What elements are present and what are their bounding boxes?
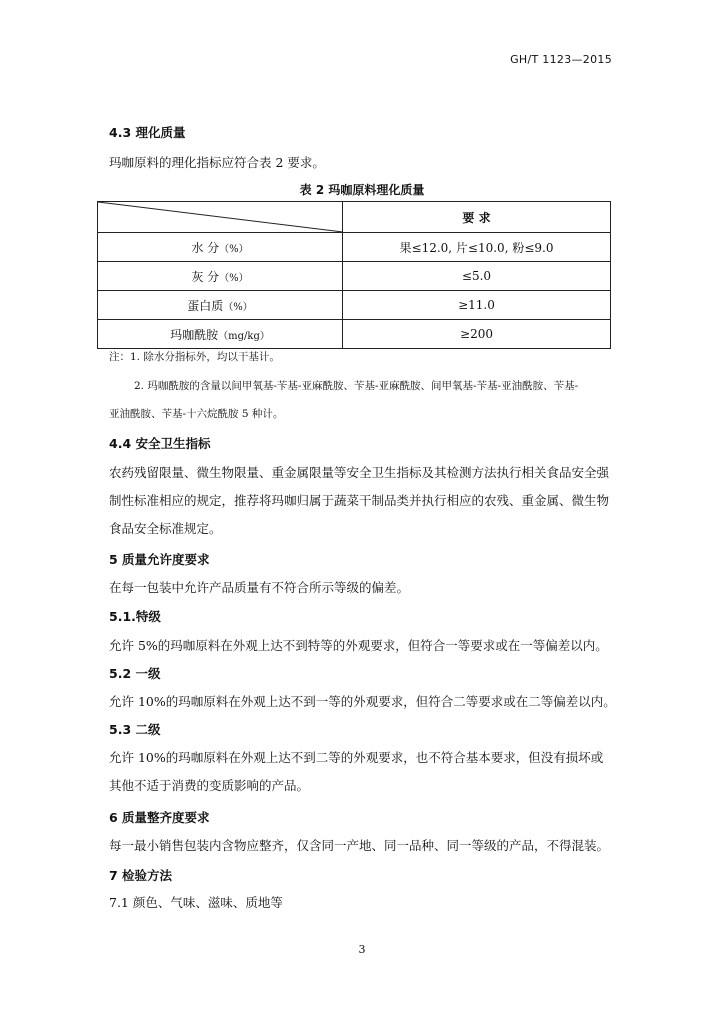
section-5-3-line: 其他不适于消费的变质影响的产品。: [109, 778, 310, 793]
table-cell-value: ≤5.0: [343, 262, 611, 291]
section-5-1-paragraph: 允许 5%的玛咖原料在外观上达不到特等的外观要求，但符合一等要求或在一等偏差以内。: [109, 638, 608, 653]
section-6-heading: 6 质量整齐度要求: [109, 810, 210, 825]
section-4-4-line: 农药残留限量、微生物限量、重金属限量等安全卫生指标及其检测方法执行相关食品安全强: [109, 465, 610, 480]
table-note-1: 注：1. 除水分指标外，均以干基计。: [109, 351, 280, 363]
section-6-paragraph: 每一最小销售包装内含物应整齐，仅含同一产地、同一品种、同一等级的产品，不得混装。: [109, 838, 610, 853]
table-note-2: 2. 玛咖酰胺的含量以间甲氧基-苄基-亚麻酰胺、苄基-亚麻酰胺、间甲氧基-苄基-亚油酰胺、苄基-: [134, 380, 579, 392]
table-row: [98, 291, 611, 320]
table-row: [98, 320, 611, 349]
item-unit: （%）: [219, 243, 249, 255]
item-name: 玛咖酰胺: [170, 327, 219, 342]
section-4-4-heading: 4.4 安全卫生指标: [109, 436, 211, 451]
section-5-paragraph: 在每一包装中允许产品质量有不符合所示等级的偏差。: [109, 580, 410, 595]
table-cell-value: ≥11.0: [343, 291, 611, 320]
section-7-heading: 7 检验方法: [109, 868, 173, 883]
item-name: 水 分: [191, 240, 220, 255]
table-2-caption: 表 2 玛咖原料理化质量: [299, 183, 425, 197]
table-cell-item: [98, 262, 343, 291]
section-5-3-line: 允许 10%的玛咖原料在外观上达不到二等的外观要求，也不符合基本要求，但没有损坏或: [109, 750, 604, 765]
item-name: 蛋白质: [187, 298, 224, 313]
item-unit: （mg/kg）: [218, 330, 270, 342]
table-note-3: 亚油酰胺、苄基-十六烷酰胺 5 种计。: [109, 408, 284, 420]
table-cell-value: ≥200: [343, 320, 611, 349]
table-row: [98, 233, 611, 262]
table-cell-value: 果≤12.0, 片≤10.0, 粉≤9.0: [343, 233, 611, 262]
section-7-1-line: 7.1 颜色、气味、滋味、质地等: [109, 895, 283, 910]
section-4-3-paragraph: 玛咖原料的理化指标应符合表 2 要求。: [109, 155, 325, 170]
table-cell-item: [98, 233, 343, 262]
table-cell-item: [98, 291, 343, 320]
item-name: 灰 分: [191, 269, 220, 284]
table-header-requirement: 要 求: [343, 202, 611, 233]
section-5-3-heading: 5.3 二级: [109, 722, 161, 737]
item-unit: （%）: [223, 301, 253, 313]
section-5-2-heading: 5.2 一级: [109, 666, 161, 681]
table-row: [98, 262, 611, 291]
item-unit: （%）: [219, 272, 249, 284]
table-diagonal-cell: [98, 202, 343, 233]
section-5-2-paragraph: 允许 10%的玛咖原料在外观上达不到一等的外观要求，但符合二等要求或在二等偏差以内。: [109, 694, 616, 709]
table-header-row: [98, 202, 611, 233]
physicochemical-table: [97, 201, 611, 349]
section-4-4-line: 制性标准相应的规定，推荐将玛咖归属于蔬菜干制品类并执行相应的农残、重金属、微生物: [109, 493, 610, 508]
section-4-4-line: 食品安全标准规定。: [109, 521, 222, 536]
page-number: 3: [358, 943, 366, 956]
section-5-1-heading: 5.1.特级: [109, 609, 161, 624]
section-4-3-heading: 4.3 理化质量: [109, 125, 186, 140]
table-cell-item: [98, 320, 343, 349]
diagonal-line: [98, 202, 343, 232]
standard-code: GH/T 1123—2015: [510, 53, 612, 66]
section-5-heading: 5 质量允许度要求: [109, 552, 210, 567]
